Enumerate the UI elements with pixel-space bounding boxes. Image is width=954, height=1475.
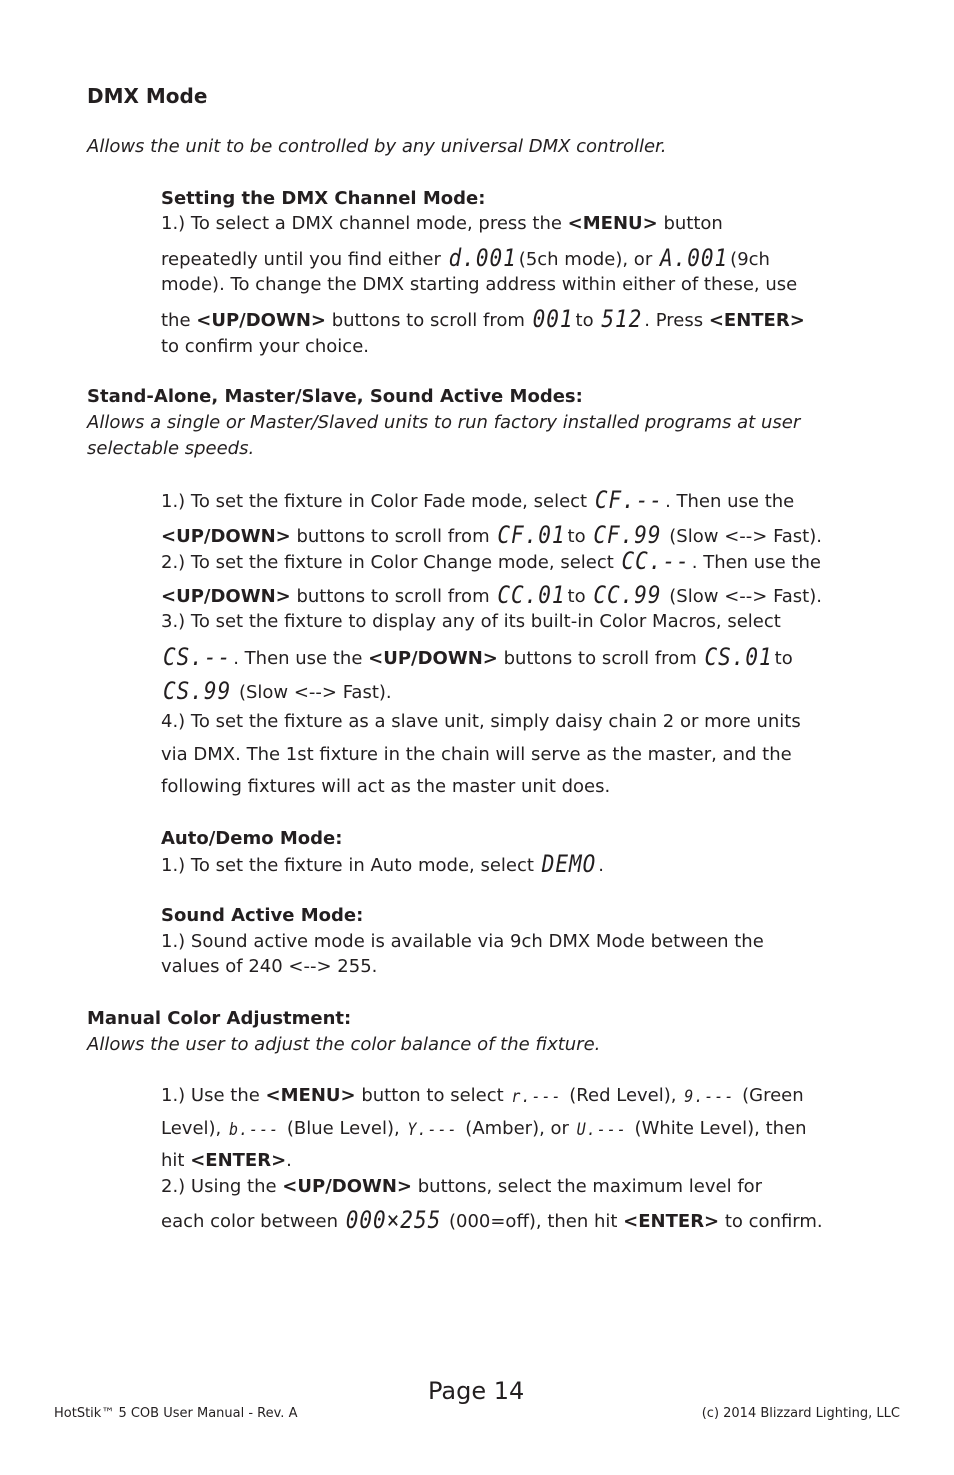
- text: button to select: [355, 1085, 510, 1106]
- display-code: r.---: [511, 1085, 562, 1107]
- text: hit: [161, 1150, 191, 1171]
- channel-mode-line-3: mode). To change the DMX starting address within either of these, use: [161, 274, 798, 295]
- text: 1.) Use the: [161, 1085, 266, 1106]
- channel-mode-line-4: [161, 306, 805, 334]
- display-code: Y.---: [407, 1118, 458, 1140]
- text: repeatedly until you find either: [161, 249, 447, 270]
- text: (Red Level),: [563, 1085, 683, 1106]
- manual-heading: Manual Color Adjustment:: [87, 1008, 352, 1029]
- display-code: 9.---: [684, 1085, 735, 1107]
- manual-step-2: [161, 1174, 762, 1200]
- sound-line-2: values of 240 <--> 255.: [161, 956, 378, 977]
- sound-line-1: 1.) Sound active mode is available via 9ch DMX Mode between the: [161, 931, 764, 952]
- text: the: [161, 310, 197, 331]
- text: (9ch: [730, 249, 770, 270]
- display-code: 512: [601, 305, 643, 333]
- auto-heading: Auto/Demo Mode:: [161, 828, 343, 849]
- display-code: b.---: [228, 1118, 280, 1140]
- text: buttons to scroll from: [497, 648, 703, 669]
- display-code: CS.--: [163, 643, 232, 671]
- footer-right: (c) 2014 Blizzard Lighting, LLC: [701, 1406, 900, 1421]
- page-title: DMX Mode: [87, 84, 208, 108]
- standalone-step-2b: [161, 582, 822, 610]
- text: (White Level), then: [628, 1118, 807, 1139]
- text: 2.) Using the: [161, 1176, 283, 1197]
- standalone-desc-1: Allows a single or Master/Slaved units to run factory installed programs at user: [87, 412, 801, 433]
- standalone-step-2: [161, 548, 821, 576]
- enter-key: <ENTER>: [708, 310, 805, 331]
- manual-description: Allows the user to adjust the color balance of the fixture.: [87, 1034, 601, 1055]
- display-code: A.001: [659, 244, 729, 272]
- display-code: CF.01: [497, 521, 566, 549]
- menu-key: <MENU>: [567, 213, 658, 234]
- text: each color between: [161, 1211, 344, 1232]
- channel-mode-line-5: to confirm your choice.: [161, 336, 369, 357]
- text: (Amber), or: [459, 1118, 575, 1139]
- display-code: CC.--: [621, 547, 690, 575]
- text: buttons, select the maximum level for: [412, 1176, 763, 1197]
- text: (Slow <--> Fast).: [663, 586, 822, 607]
- standalone-step-4b: via DMX. The 1st fixture in the chain will serve as the master, and the: [161, 744, 792, 765]
- display-code: 000×255: [345, 1206, 442, 1234]
- footer-left: HotStik™ 5 COB User Manual - Rev. A: [54, 1406, 298, 1421]
- text: . Then use the: [691, 552, 821, 573]
- enter-key: <ENTER>: [623, 1211, 720, 1232]
- text: (000=off), then hit: [443, 1211, 624, 1232]
- text: to: [567, 586, 592, 607]
- text: to: [575, 310, 600, 331]
- text: 1.) To set the fixture in Auto mode, select: [161, 855, 540, 876]
- updown-key: <UP/DOWN>: [368, 648, 498, 669]
- display-code: DEMO: [541, 850, 597, 878]
- menu-key: <MENU>: [265, 1085, 356, 1106]
- display-code: CC.01: [497, 581, 566, 609]
- page-number: Page 14: [428, 1377, 525, 1405]
- sound-heading: Sound Active Mode:: [161, 905, 364, 926]
- text: . Then use the: [233, 648, 369, 669]
- updown-key: <UP/DOWN>: [161, 526, 291, 547]
- display-code: U.---: [576, 1118, 627, 1140]
- enter-key: <ENTER>: [190, 1150, 287, 1171]
- text: .: [598, 855, 604, 876]
- display-code: CF.--: [594, 486, 664, 514]
- standalone-step-3: 3.) To set the fixture to display any of its built-in Color Macros, select: [161, 611, 781, 632]
- standalone-step-1b: [161, 522, 822, 550]
- text: buttons to scroll from: [290, 526, 496, 547]
- standalone-heading: Stand-Alone, Master/Slave, Sound Active Modes:: [87, 386, 583, 407]
- display-code: CS.99: [163, 677, 232, 705]
- updown-key: <UP/DOWN>: [282, 1176, 413, 1197]
- text: 2.) To set the fixture in Color Change mode, select: [161, 552, 620, 573]
- text: to: [774, 648, 793, 669]
- channel-mode-line-2: [161, 245, 770, 273]
- standalone-step-3c: [161, 678, 392, 706]
- text: (Slow <--> Fast).: [663, 526, 822, 547]
- standalone-desc-2: selectable speeds.: [87, 438, 255, 459]
- text: . Then use the: [665, 491, 795, 512]
- display-code: CF.99: [593, 521, 662, 549]
- text: 1.) To select a DMX channel mode, press the: [161, 213, 568, 234]
- display-code: d.001: [448, 244, 517, 272]
- channel-mode-heading: Setting the DMX Channel Mode:: [161, 188, 486, 209]
- standalone-step-1: [161, 487, 794, 515]
- text: buttons to scroll from: [290, 586, 496, 607]
- manual-step-2b: [161, 1207, 823, 1235]
- text: button: [657, 213, 723, 234]
- standalone-step-4: 4.) To set the fixture as a slave unit, simply daisy chain 2 or more units: [161, 711, 801, 732]
- text: Level),: [161, 1118, 227, 1139]
- text: to confirm.: [719, 1211, 823, 1232]
- channel-mode-line-1: [161, 211, 723, 237]
- updown-key: <UP/DOWN>: [161, 586, 291, 607]
- display-code: 001: [532, 305, 574, 333]
- text: buttons to scroll from: [325, 310, 531, 331]
- text: (Slow <--> Fast).: [233, 682, 392, 703]
- manual-step-1c: [161, 1148, 292, 1174]
- auto-line-1: [161, 851, 604, 879]
- display-code: CC.99: [593, 581, 662, 609]
- text: (Blue Level),: [281, 1118, 406, 1139]
- standalone-step-4c: following fixtures will act as the master unit does.: [161, 776, 611, 797]
- display-code: CS.01: [704, 643, 773, 671]
- standalone-step-3b: [161, 644, 793, 672]
- text: .: [286, 1150, 292, 1171]
- text: (Green: [736, 1085, 804, 1106]
- manual-step-1: [161, 1083, 804, 1109]
- manual-step-1b: [161, 1116, 807, 1142]
- text: 1.) To set the fixture in Color Fade mode, select: [161, 491, 593, 512]
- updown-key: <UP/DOWN>: [196, 310, 326, 331]
- text: to: [567, 526, 592, 547]
- text: (5ch mode), or: [518, 249, 658, 270]
- text: . Press: [644, 310, 709, 331]
- dmx-description: Allows the unit to be controlled by any universal DMX controller.: [87, 136, 667, 157]
